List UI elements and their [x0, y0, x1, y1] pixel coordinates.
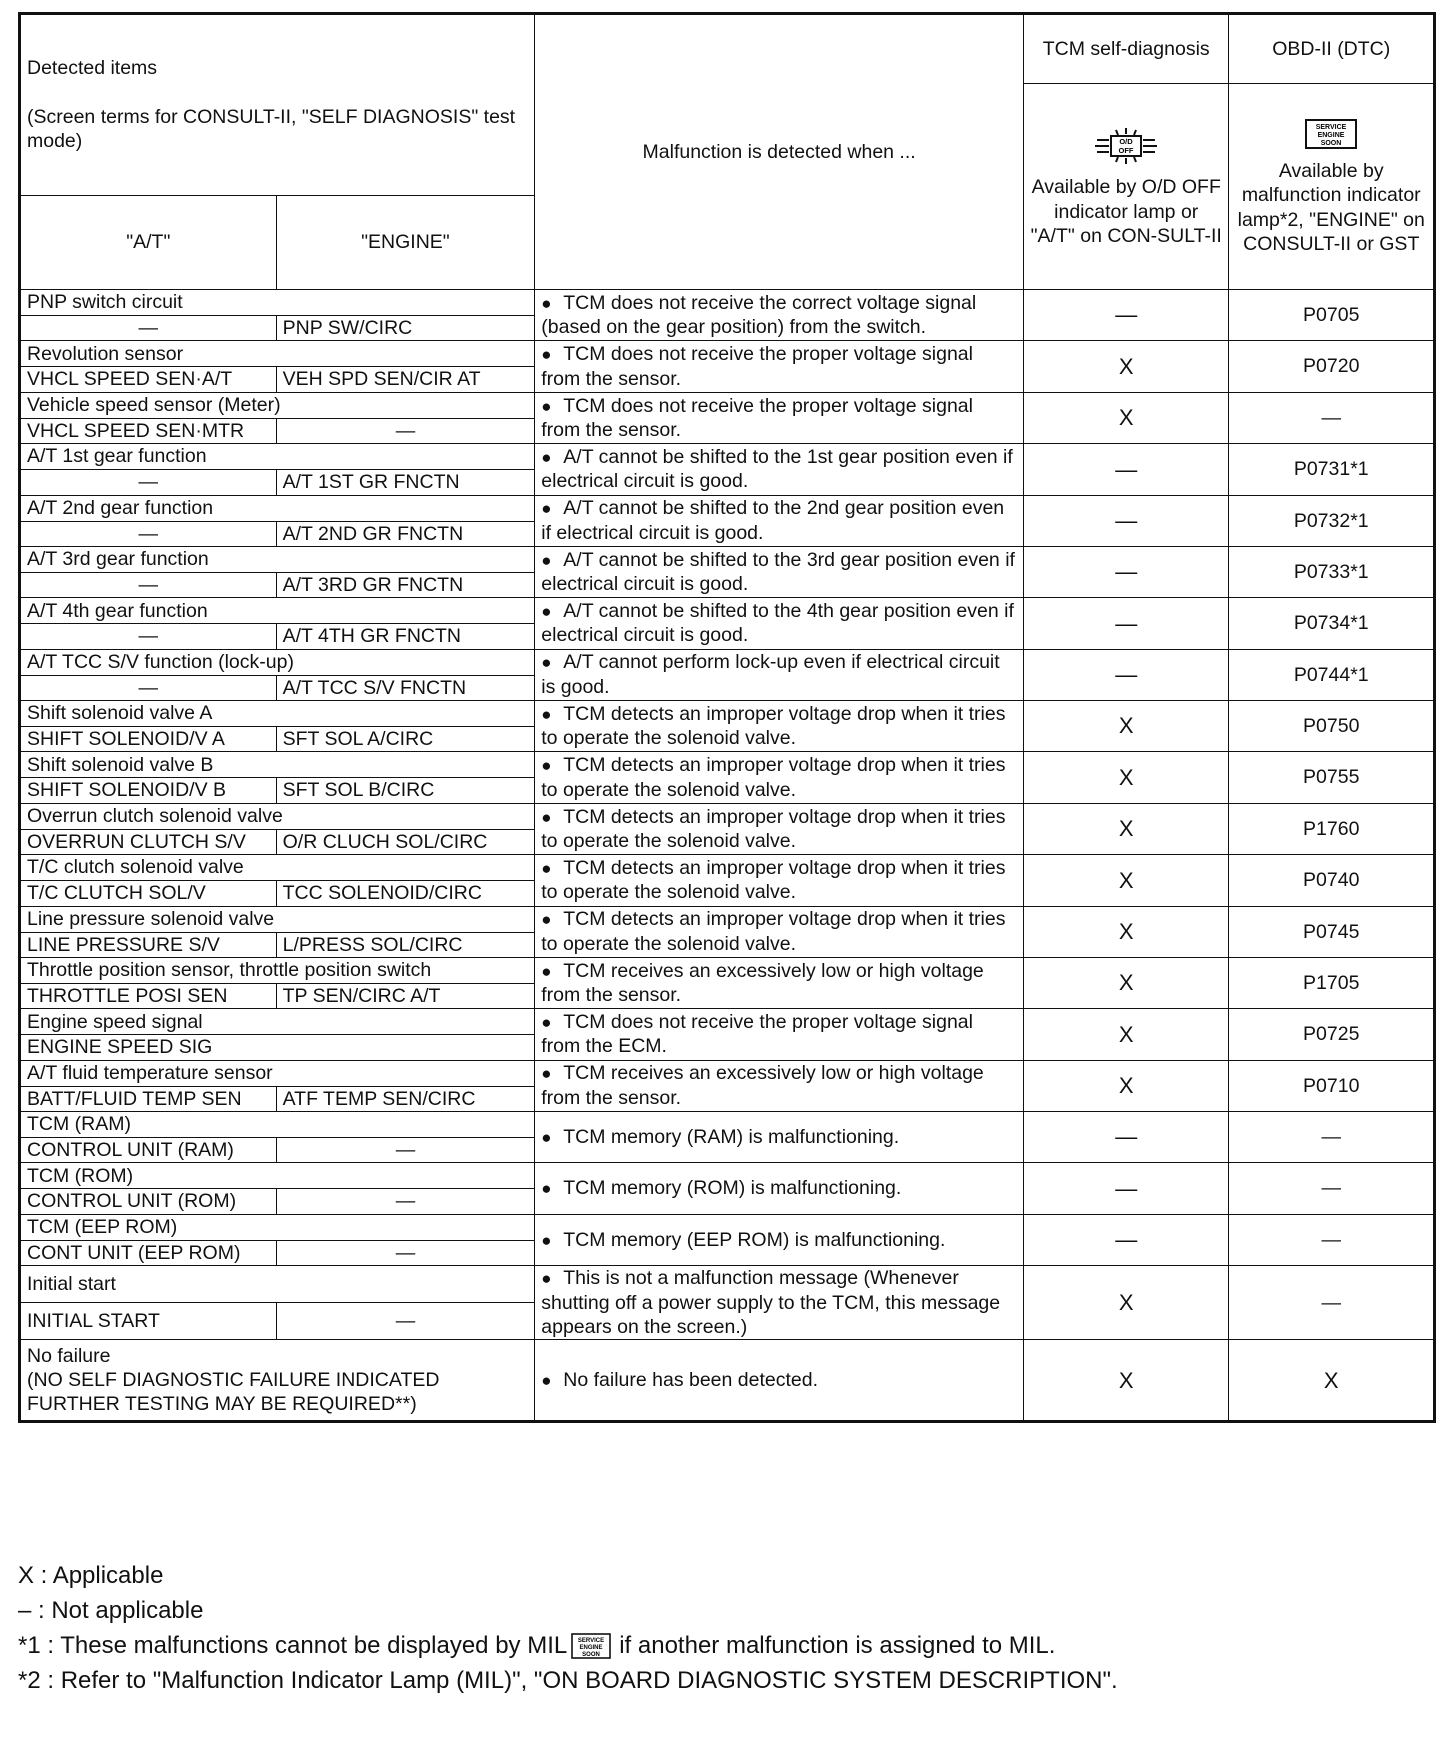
obd-dtc-value: P0710	[1229, 1060, 1435, 1111]
tcm-self-diagnosis-value: —	[1023, 444, 1229, 495]
footnote-1-text-start: *1 : These malfunctions cannot be displayed by MIL	[18, 1632, 568, 1659]
table-row	[20, 1009, 1435, 1035]
bullet-icon	[541, 1176, 563, 1200]
at-screen-term: BATT/FLUID TEMP SEN	[20, 1086, 277, 1111]
condition-text: TCM does not receive the proper voltage signal from the sensor.	[541, 343, 973, 390]
obd-dtc-header: OBD-II (DTC)	[1229, 14, 1435, 84]
engine-screen-term: PNP SW/CIRC	[276, 316, 535, 341]
detected-item-name: Engine speed signal	[20, 1009, 535, 1035]
tcm-self-diagnosis-value: —	[1023, 495, 1229, 546]
table-row	[20, 392, 1435, 418]
svg-text:SERVICE: SERVICE	[578, 1638, 605, 1644]
malfunction-condition	[535, 392, 1024, 443]
obd-dtc-value: P0720	[1229, 341, 1435, 392]
tcm-self-diagnosis-value: —	[1023, 1214, 1229, 1265]
tcm-self-diagnosis-value: X	[1023, 341, 1229, 392]
tcm-self-diagnosis-value: —	[1023, 1112, 1229, 1163]
obd-dtc-value: P0750	[1229, 701, 1435, 752]
obd-dtc-value: —	[1229, 1214, 1435, 1265]
at-screen-term: LINE PRESSURE S/V	[20, 932, 277, 957]
condition-text: A/T cannot be shifted to the 1st gear position even if electrical circuit is good.	[541, 445, 1013, 493]
engine-screen-term: —	[276, 1138, 535, 1163]
detected-item-name: Revolution sensor	[20, 341, 535, 367]
at-screen-term: —	[20, 316, 277, 341]
at-screen-term: CONTROL UNIT (ROM)	[20, 1189, 277, 1214]
table-row	[20, 1214, 1435, 1240]
at-screen-term: THROTTLE POSI SEN	[20, 983, 277, 1008]
no-failure-item	[20, 1340, 535, 1422]
table-row	[20, 598, 1435, 624]
condition-text: A/T cannot be shifted to the 4th gear position even if electrical circuit is good.	[541, 600, 1014, 647]
detected-item-name: Vehicle speed sensor (Meter)	[20, 392, 535, 418]
condition-text: This is not a malfunction message (Whenever shutting off a power supply to the TCM, this message appears on the screen.)	[541, 1267, 1001, 1338]
obd-dtc-value: P1760	[1229, 803, 1435, 854]
tcm-self-diagnosis-value: X	[1023, 1009, 1229, 1060]
obd-dtc-value: P0745	[1229, 906, 1435, 957]
svg-text:O/D: O/D	[1119, 136, 1133, 146]
bullet-icon	[541, 805, 563, 829]
malfunction-condition	[535, 855, 1024, 906]
table-row	[20, 546, 1435, 572]
bullet-icon	[541, 1061, 563, 1085]
table-row	[20, 803, 1435, 829]
condition-text: TCM detects an improper voltage drop when it tries to operate the solenoid valve.	[541, 856, 1006, 904]
legend-applicable: X : Applicable	[18, 1562, 164, 1589]
engine-screen-term: A/T 4TH GR FNCTN	[276, 624, 535, 649]
bullet-icon	[541, 394, 563, 418]
malfunction-condition	[535, 444, 1024, 495]
obd-dtc-value: —	[1229, 392, 1435, 443]
malfunction-condition	[535, 1112, 1024, 1163]
condition-text: A/T cannot perform lock-up even if electrical circuit is good.	[541, 651, 1000, 698]
table-row	[20, 701, 1435, 727]
malfunction-condition	[535, 803, 1024, 854]
tcm-availability-text: Available by O/D OFF indicator lamp or "A/T" on CON-SULT-II	[1030, 176, 1222, 247]
bullet-icon	[541, 342, 563, 366]
svg-text:OFF: OFF	[1118, 145, 1134, 155]
obd-dtc-value: P0740	[1229, 855, 1435, 906]
malfunction-condition	[535, 906, 1024, 957]
table-row	[20, 752, 1435, 778]
obd-availability-text: Available by malfunction indicator lamp*2, "ENGINE" on CONSULT-II or GST	[1237, 159, 1425, 256]
obd-dtc-value: —	[1229, 1112, 1435, 1163]
table-row-no-failure	[20, 1340, 1435, 1422]
obd-dtc-value: P0705	[1229, 290, 1435, 341]
at-screen-term: —	[20, 470, 277, 495]
detected-item-name: T/C clutch solenoid valve	[20, 855, 535, 881]
obd-availability-cell	[1229, 84, 1435, 290]
condition-text: TCM does not receive the proper voltage signal from the sensor.	[541, 394, 973, 441]
engine-screen-term: A/T 3RD GR FNCTN	[276, 572, 535, 597]
tcm-self-diagnosis-value: X	[1023, 392, 1229, 443]
condition-text: TCM detects an improper voltage drop when it tries to operate the solenoid valve.	[541, 908, 1006, 955]
condition-text: TCM receives an excessively low or high voltage from the sensor.	[541, 1062, 984, 1109]
tcm-availability-cell	[1023, 84, 1229, 290]
obd-dtc-value: P0755	[1229, 752, 1435, 803]
engine-screen-term: —	[276, 1303, 535, 1340]
bullet-icon	[541, 1368, 563, 1392]
bullet-icon	[541, 702, 563, 726]
obd-dtc-value: —	[1229, 1163, 1435, 1214]
engine-screen-term: —	[276, 1240, 535, 1265]
at-screen-term: INITIAL START	[20, 1303, 277, 1340]
bullet-icon	[541, 650, 563, 674]
obd-dtc-value: P0732*1	[1229, 495, 1435, 546]
tcm-self-diagnosis-value: X	[1023, 701, 1229, 752]
at-column-header: "A/T"	[20, 196, 277, 290]
table-row	[20, 1060, 1435, 1086]
tcm-self-diagnosis-value: X	[1023, 855, 1229, 906]
table-row	[20, 906, 1435, 932]
obd-dtc-value: P1705	[1229, 957, 1435, 1008]
condition-text: TCM memory (ROM) is malfunctioning.	[563, 1177, 902, 1200]
no-failure-line: FURTHER TESTING MAY BE REQUIRED**)	[27, 1393, 417, 1416]
obd-dtc-value: P0731*1	[1229, 444, 1435, 495]
detected-item-name: A/T 2nd gear function	[20, 495, 535, 521]
legend-not-applicable: – : Not applicable	[18, 1597, 204, 1624]
detected-item-name: Initial start	[20, 1266, 535, 1303]
malfunction-condition	[535, 546, 1024, 597]
bullet-icon	[541, 599, 563, 623]
service-engine-soon-icon	[1305, 119, 1357, 149]
table-row	[20, 1112, 1435, 1138]
condition-text: TCM detects an improper voltage drop when it tries to operate the solenoid valve.	[541, 805, 1006, 852]
tcm-self-diagnosis-value: X	[1023, 906, 1229, 957]
detected-item-name: Shift solenoid valve A	[20, 701, 535, 727]
svg-text:SERVICE: SERVICE	[1315, 123, 1347, 131]
malfunction-condition	[535, 290, 1024, 341]
at-screen-term: SHIFT SOLENOID/V B	[20, 778, 277, 803]
obd-dtc-value: —	[1229, 1266, 1435, 1340]
tcm-self-diagnosis-value: —	[1023, 649, 1229, 700]
obd-dtc-value: P0734*1	[1229, 598, 1435, 649]
condition-text: TCM receives an excessively low or high voltage from the sensor.	[541, 959, 984, 1007]
bullet-icon	[541, 445, 563, 469]
svg-text:ENGINE: ENGINE	[1317, 131, 1345, 139]
obd-dtc-value: P0744*1	[1229, 649, 1435, 700]
at-screen-term: ENGINE SPEED SIG	[20, 1035, 535, 1060]
malfunction-condition	[535, 341, 1024, 392]
malfunction-condition	[535, 649, 1024, 700]
svg-text:SOON: SOON	[1320, 139, 1342, 147]
at-screen-term: —	[20, 572, 277, 597]
self-diagnosis-table	[18, 12, 1436, 1423]
tcm-self-diagnosis-value: X	[1023, 1060, 1229, 1111]
malfunction-header: Malfunction is detected when ...	[535, 14, 1024, 290]
engine-screen-term: O/R CLUCH SOL/CIRC	[276, 829, 535, 854]
legend	[18, 1558, 1118, 1698]
at-screen-term: —	[20, 675, 277, 700]
bullet-icon	[541, 1010, 563, 1034]
table-row	[20, 1266, 1435, 1303]
engine-screen-term: SFT SOL A/CIRC	[276, 727, 535, 752]
engine-screen-term: VEH SPD SEN/CIR AT	[276, 367, 535, 392]
table-row	[20, 341, 1435, 367]
at-screen-term: —	[20, 624, 277, 649]
obd-dtc-value: P0725	[1229, 1009, 1435, 1060]
malfunction-condition	[535, 1340, 1024, 1422]
condition-text: TCM detects an improper voltage drop when it tries to operate the solenoid valve.	[541, 702, 1006, 750]
bullet-icon	[541, 291, 563, 315]
table-body	[20, 290, 1435, 1422]
malfunction-condition	[535, 1266, 1024, 1340]
table-row	[20, 444, 1435, 470]
screen-terms-note: (Screen terms for CONSULT-II, "SELF DIAGNOSIS" test mode)	[27, 105, 516, 153]
bullet-icon	[541, 1266, 563, 1290]
engine-screen-term: TCC SOLENOID/CIRC	[276, 881, 535, 906]
diagnostic-document	[18, 12, 1436, 1423]
at-screen-term: CONT UNIT (EEP ROM)	[20, 1240, 277, 1265]
malfunction-condition	[535, 495, 1024, 546]
malfunction-condition	[535, 1009, 1024, 1060]
malfunction-condition	[535, 1163, 1024, 1214]
at-screen-term: VHCL SPEED SEN·MTR	[20, 418, 277, 443]
detected-item-name: Throttle position sensor, throttle position switch	[20, 957, 535, 983]
engine-screen-term: TP SEN/CIRC A/T	[276, 983, 535, 1008]
condition-text: TCM memory (RAM) is malfunctioning.	[563, 1126, 900, 1148]
engine-screen-term: —	[276, 1189, 535, 1214]
engine-screen-term: SFT SOL B/CIRC	[276, 778, 535, 803]
tcm-self-diagnosis-value: —	[1023, 1163, 1229, 1214]
malfunction-condition	[535, 598, 1024, 649]
detected-item-name: A/T TCC S/V function (lock-up)	[20, 649, 535, 675]
tcm-self-diagnosis-header: TCM self-diagnosis	[1023, 14, 1229, 84]
footnote-1-text-end: if another malfunction is assigned to MIL.	[619, 1632, 1056, 1659]
obd-dtc-value: P0733*1	[1229, 546, 1435, 597]
condition-text: TCM detects an improper voltage drop when it tries to operate the solenoid valve.	[541, 754, 1006, 801]
at-screen-term: CONTROL UNIT (RAM)	[20, 1138, 277, 1163]
table-row	[20, 290, 1435, 316]
table-row	[20, 855, 1435, 881]
at-screen-term: SHIFT SOLENOID/V A	[20, 727, 277, 752]
detected-item-name: TCM (RAM)	[20, 1112, 535, 1138]
tcm-self-diagnosis-value: —	[1023, 546, 1229, 597]
tcm-self-diagnosis-value: X	[1023, 803, 1229, 854]
table-row	[20, 649, 1435, 675]
tcm-self-diagnosis-value: X	[1023, 1266, 1229, 1340]
mil-lamp-icon	[571, 1633, 611, 1659]
tcm-self-diagnosis-value: —	[1023, 598, 1229, 649]
no-failure-line: (NO SELF DIAGNOSTIC FAILURE INDICATED	[27, 1369, 440, 1392]
bullet-icon	[541, 907, 563, 931]
table-row	[20, 495, 1435, 521]
footnote-2: *2 : Refer to "Malfunction Indicator Lamp (MIL)", "ON BOARD DIAGNOSTIC SYSTEM DESCRIPTION".	[18, 1667, 1118, 1694]
detected-item-name: Overrun clutch solenoid valve	[20, 803, 535, 829]
od-off-lamp-icon	[1091, 127, 1161, 165]
condition-text: TCM memory (EEP ROM) is malfunctioning.	[563, 1228, 946, 1251]
bullet-icon	[541, 1125, 563, 1149]
no-failure-line: No failure	[27, 1344, 111, 1367]
at-screen-term: T/C CLUTCH SOL/V	[20, 881, 277, 906]
detected-item-name: Line pressure solenoid valve	[20, 906, 535, 932]
tcm-self-diagnosis-value: X	[1023, 1340, 1229, 1422]
malfunction-condition	[535, 1060, 1024, 1111]
engine-column-header: "ENGINE"	[276, 196, 535, 290]
at-screen-term: —	[20, 521, 277, 546]
engine-screen-term: ATF TEMP SEN/CIRC	[276, 1086, 535, 1111]
engine-screen-term: A/T 2ND GR FNCTN	[276, 521, 535, 546]
obd-dtc-value: X	[1229, 1340, 1435, 1422]
bullet-icon	[541, 856, 563, 880]
malfunction-condition	[535, 957, 1024, 1008]
detected-item-name: A/T 3rd gear function	[20, 546, 535, 572]
condition-text: TCM does not receive the correct voltage signal (based on the gear position) from the switch.	[541, 291, 977, 339]
condition-text: A/T cannot be shifted to the 2nd gear position even if electrical circuit is good.	[541, 497, 1005, 544]
bullet-icon	[541, 959, 563, 983]
detected-item-name: A/T 4th gear function	[20, 598, 535, 624]
svg-text:ENGINE: ENGINE	[579, 1645, 603, 1651]
malfunction-condition	[535, 752, 1024, 803]
detected-item-name: PNP switch circuit	[20, 290, 535, 316]
detected-item-name: A/T 1st gear function	[20, 444, 535, 470]
bullet-icon	[541, 753, 563, 777]
condition-text: TCM does not receive the proper voltage signal from the ECM.	[541, 1011, 973, 1058]
detected-item-name: TCM (ROM)	[20, 1163, 535, 1189]
engine-screen-term: A/T 1ST GR FNCTN	[276, 470, 535, 495]
table-row	[20, 957, 1435, 983]
engine-screen-term: L/PRESS SOL/CIRC	[276, 932, 535, 957]
bullet-icon	[541, 548, 563, 572]
detected-item-name: A/T fluid temperature sensor	[20, 1060, 535, 1086]
footnote-1	[18, 1628, 1118, 1663]
condition-text: No failure has been detected.	[563, 1369, 819, 1392]
bullet-icon	[541, 1228, 563, 1252]
at-screen-term: VHCL SPEED SEN·A/T	[20, 367, 277, 392]
detected-item-name: TCM (EEP ROM)	[20, 1214, 535, 1240]
at-screen-term: OVERRUN CLUTCH S/V	[20, 829, 277, 854]
tcm-self-diagnosis-value: —	[1023, 290, 1229, 341]
detected-items-header	[20, 14, 535, 196]
condition-text: A/T cannot be shifted to the 3rd gear position even if electrical circuit is good.	[541, 548, 1015, 596]
table-row	[20, 1163, 1435, 1189]
detected-items-label: Detected items	[27, 57, 158, 80]
tcm-self-diagnosis-value: X	[1023, 752, 1229, 803]
malfunction-condition	[535, 701, 1024, 752]
svg-text:SOON: SOON	[582, 1652, 601, 1658]
detected-item-name: Shift solenoid valve B	[20, 752, 535, 778]
engine-screen-term: —	[276, 418, 535, 443]
bullet-icon	[541, 496, 563, 520]
malfunction-condition	[535, 1214, 1024, 1265]
tcm-self-diagnosis-value: X	[1023, 957, 1229, 1008]
engine-screen-term: A/T TCC S/V FNCTN	[276, 675, 535, 700]
